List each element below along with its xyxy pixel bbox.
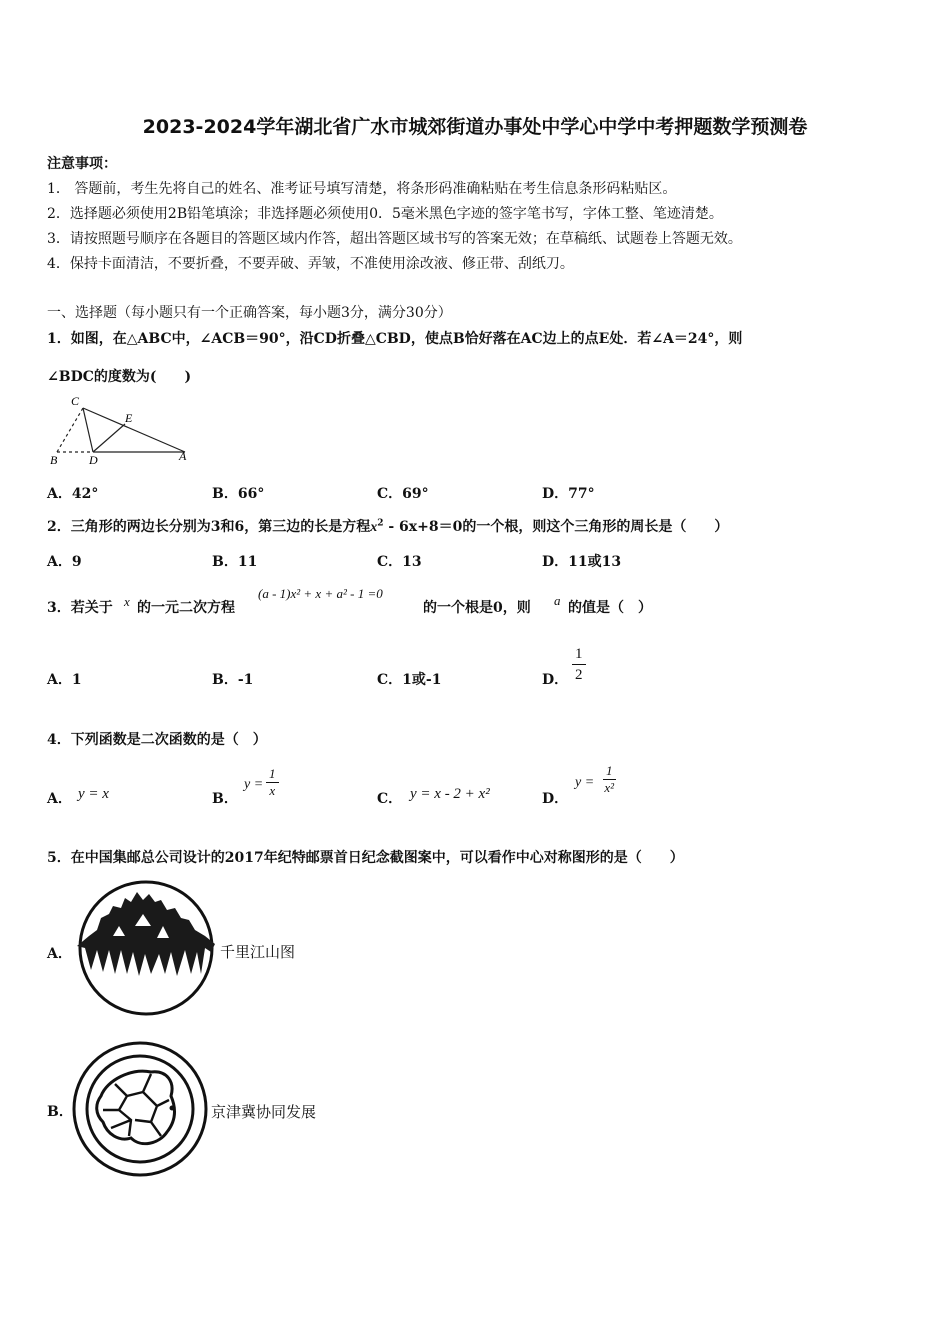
q3-var-x: x xyxy=(124,594,130,609)
section-heading: 一、选择题（每小题只有一个正确答案，每小题3分，满分30分） xyxy=(47,305,452,321)
region-borders-icon xyxy=(103,1074,169,1136)
label-e: E xyxy=(125,411,133,425)
notice-item: 3．请按照题号顺序在各题目的答题区域内作答，超出答题区域书写的答案无效；在草稿纸、试题卷上答题无效。 xyxy=(47,231,742,247)
q2-stem-post: 的一个根，则这个三角形的周长是（ ） xyxy=(462,519,729,535)
q1-option-b: B．66° xyxy=(212,486,265,502)
q1-triangle-figure xyxy=(45,390,195,468)
q3-stem-mid: 的一元二次方程 xyxy=(137,600,235,616)
q4-option-b-label: B． xyxy=(212,791,238,807)
q2-option-c: C．13 xyxy=(377,554,422,570)
fraction-denominator: x xyxy=(269,783,276,798)
notice-item: 4．保持卡面清洁，不要折叠，不要弄破、弄皱，不准使用涂改液、修正带、刮纸刀。 xyxy=(47,256,574,272)
q5-option-a-caption: 千里江山图 xyxy=(220,943,296,961)
label-b: B xyxy=(50,453,58,467)
stamp-outer-ring xyxy=(74,1043,206,1175)
stamp-b-jingjinji xyxy=(71,1040,209,1178)
fraction-denominator: x² xyxy=(604,780,615,795)
q5-option-a-label: A． xyxy=(47,946,72,962)
edge-bc-dashed xyxy=(57,408,83,452)
q1-stem-line2: ∠BDC的度数为( ) xyxy=(47,369,192,385)
q3-option-d-fraction xyxy=(572,644,586,685)
fraction-denominator: 2 xyxy=(575,667,583,683)
q4-option-d-label: D． xyxy=(542,791,569,807)
q3-stem-post: 的一个根是0，则 xyxy=(423,600,531,616)
q2-stem-pre: 2．三角形的两边长分别为3和6，第三边的长是方程 xyxy=(47,519,371,535)
q3-option-b: B．-1 xyxy=(212,672,254,688)
fraction-numerator: 1 xyxy=(266,766,279,783)
edge-de xyxy=(93,424,125,452)
fraction-numerator: 1 xyxy=(603,763,616,780)
q4-option-d-fraction xyxy=(603,763,616,796)
label-c: C xyxy=(71,394,80,408)
edge-ca xyxy=(83,408,185,452)
q4-option-b-lhs: y = xyxy=(244,777,264,792)
q2-option-d: D．11或13 xyxy=(542,554,622,570)
q1-stem-line1: 1．如图，在△ABC中，∠ACB＝90°，沿CD折叠△CBD，使点B恰好落在AC边上的点E处．若∠A＝24°，则 xyxy=(47,331,743,347)
map-dot-icon xyxy=(170,1106,175,1111)
q5-stem: 5．在中国集邮总公司设计的2017年纪特邮票首日纪念截图案中，可以看作中心对称图形的是（ ） xyxy=(47,850,684,866)
q3-var-a: a xyxy=(554,593,561,608)
q4-stem: 4．下列函数是二次函数的是（ ） xyxy=(47,732,267,748)
q1-option-d: D．77° xyxy=(542,486,595,502)
q5-option-b-caption: 京津冀协同发展 xyxy=(211,1103,317,1121)
q1-option-a: A．42° xyxy=(47,486,99,502)
stamp-a-qianli-jiangshan xyxy=(73,878,221,1020)
q2-option-b: B．11 xyxy=(212,554,258,570)
q2-equation: - 6x+8＝0 xyxy=(383,519,463,535)
page-title: 2023-2024学年湖北省广水市城郊街道办事处中学心中学中考押题数学预测卷 xyxy=(142,116,808,138)
q3-option-a: A．1 xyxy=(47,672,82,688)
q3-option-c: C．1或-1 xyxy=(377,672,442,688)
notice-item: 2．选择题必须使用2B铅笔填涂；非选择题必须使用0．5毫米黑色字迹的签字笔书写，字体工整、笔迹清楚。 xyxy=(47,206,723,222)
q2-exponent: 2 xyxy=(377,518,384,529)
label-a: A xyxy=(179,449,187,463)
q4-option-c-label: C． xyxy=(377,791,403,807)
edge-cd xyxy=(83,408,93,452)
q4-option-c-expr: y = x - 2 + x² xyxy=(410,786,490,802)
notice-item: 1． 答题前，考生先将自己的姓名、准考证号填写清楚，将条形码准确粘贴在考生信息条形码粘贴区。 xyxy=(47,181,677,197)
q2-stem xyxy=(47,516,728,536)
q1-option-c: C．69° xyxy=(377,486,429,502)
q5-option-b-label: B． xyxy=(47,1104,73,1120)
notice-heading: 注意事项： xyxy=(47,156,117,172)
q3-stem-end: 的值是（ ） xyxy=(568,600,652,616)
q3-stem-pre: 3．若关于 xyxy=(47,600,113,616)
q4-option-a-expr: y = x xyxy=(78,786,109,802)
q4-option-b-fraction xyxy=(266,766,279,799)
q3-equation: (a - 1)x² + x + a² - 1 =0 xyxy=(258,586,383,601)
fraction-numerator: 1 xyxy=(572,644,586,665)
region-map-icon xyxy=(97,1071,175,1143)
label-d: D xyxy=(89,453,98,467)
q3-option-d-label: D． xyxy=(542,672,569,688)
q2-var-x: x xyxy=(370,520,378,535)
q4-option-d-lhs: y = xyxy=(575,775,595,790)
q4-option-a-label: A． xyxy=(47,791,72,807)
q2-option-a: A．9 xyxy=(47,554,82,570)
